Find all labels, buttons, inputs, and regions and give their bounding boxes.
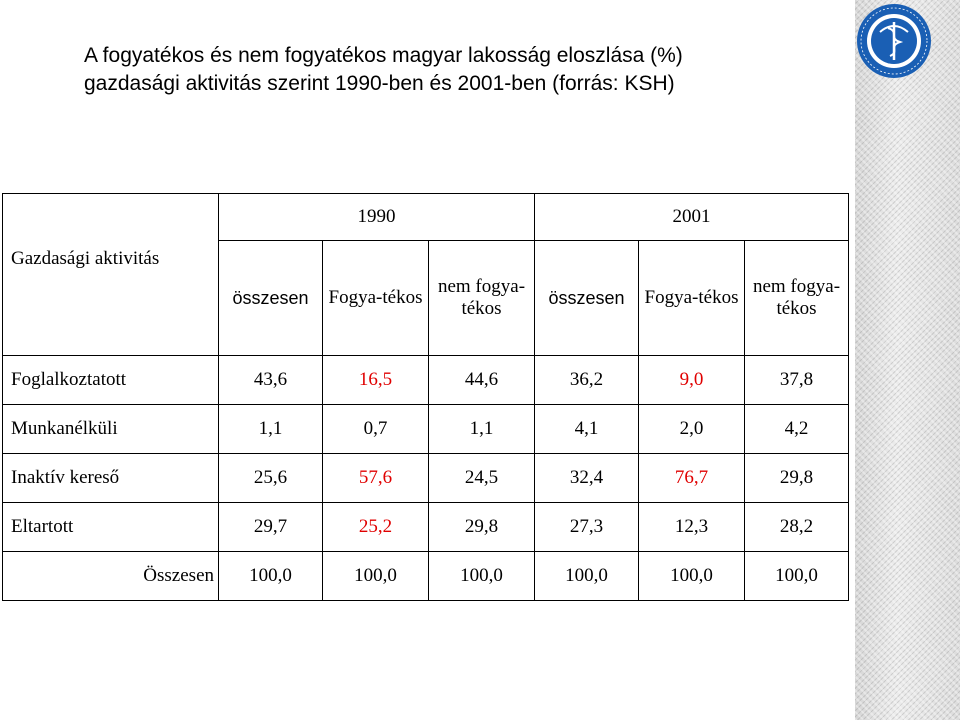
- table-cell: 36,2: [535, 356, 639, 405]
- table-cell: 28,2: [745, 503, 849, 552]
- table-cell: 12,3: [639, 503, 745, 552]
- row-label: Inaktív kereső: [3, 454, 219, 503]
- row-label: Eltartott: [3, 503, 219, 552]
- table-cell: 9,0: [639, 356, 745, 405]
- subheader-cell: nem fogya-tékos: [429, 241, 535, 356]
- subheader-cell: Fogya-tékos: [323, 241, 429, 356]
- table-cell: 57,6: [323, 454, 429, 503]
- table-row: [3, 405, 849, 454]
- row-label: Munkanélküli: [3, 405, 219, 454]
- university-seal-icon: [855, 2, 933, 80]
- table-cell: 44,6: [429, 356, 535, 405]
- row-label: Összesen: [3, 552, 219, 601]
- table-cell: 2,0: [639, 405, 745, 454]
- row-label: Foglalkoztatott: [3, 356, 219, 405]
- year-2001-header: 2001: [535, 194, 849, 241]
- table-cell: 37,8: [745, 356, 849, 405]
- table-cell: 100,0: [323, 552, 429, 601]
- table-row: [3, 356, 849, 405]
- table-cell: 100,0: [639, 552, 745, 601]
- table-cell: 29,7: [219, 503, 323, 552]
- table-cell: 100,0: [745, 552, 849, 601]
- page-title: [84, 42, 824, 98]
- table-cell: 43,6: [219, 356, 323, 405]
- table-cell: 16,5: [323, 356, 429, 405]
- table-cell: 100,0: [219, 552, 323, 601]
- table-cell: 4,2: [745, 405, 849, 454]
- subheader-cell: összesen: [219, 241, 323, 356]
- table-cell: 25,6: [219, 454, 323, 503]
- table-row-total: [3, 552, 849, 601]
- title-line-1: A fogyatékos és nem fogyatékos magyar lakosság eloszlása (%): [84, 44, 683, 67]
- table-cell: 0,7: [323, 405, 429, 454]
- table-cell: 24,5: [429, 454, 535, 503]
- activity-table: [2, 193, 849, 601]
- table-cell: 29,8: [429, 503, 535, 552]
- table-row: [3, 503, 849, 552]
- table-cell: 100,0: [535, 552, 639, 601]
- table-cell: 27,3: [535, 503, 639, 552]
- table-cell: 100,0: [429, 552, 535, 601]
- table-cell: 29,8: [745, 454, 849, 503]
- subheader-cell: összesen: [535, 241, 639, 356]
- row-header-label: Gazdasági aktivitás: [3, 194, 219, 356]
- title-line-2: gazdasági aktivitás szerint 1990-ben és 2001-ben (forrás: KSH): [84, 72, 675, 95]
- subheader-cell: Fogya-tékos: [639, 241, 745, 356]
- subheader-cell: nem fogya-tékos: [745, 241, 849, 356]
- decorative-side-band: [855, 0, 960, 720]
- table-cell: 32,4: [535, 454, 639, 503]
- table-cell: 25,2: [323, 503, 429, 552]
- year-1990-header: 1990: [219, 194, 535, 241]
- table-cell: 1,1: [219, 405, 323, 454]
- table-cell: 76,7: [639, 454, 745, 503]
- table-cell: 1,1: [429, 405, 535, 454]
- table-row: [3, 454, 849, 503]
- table-cell: 4,1: [535, 405, 639, 454]
